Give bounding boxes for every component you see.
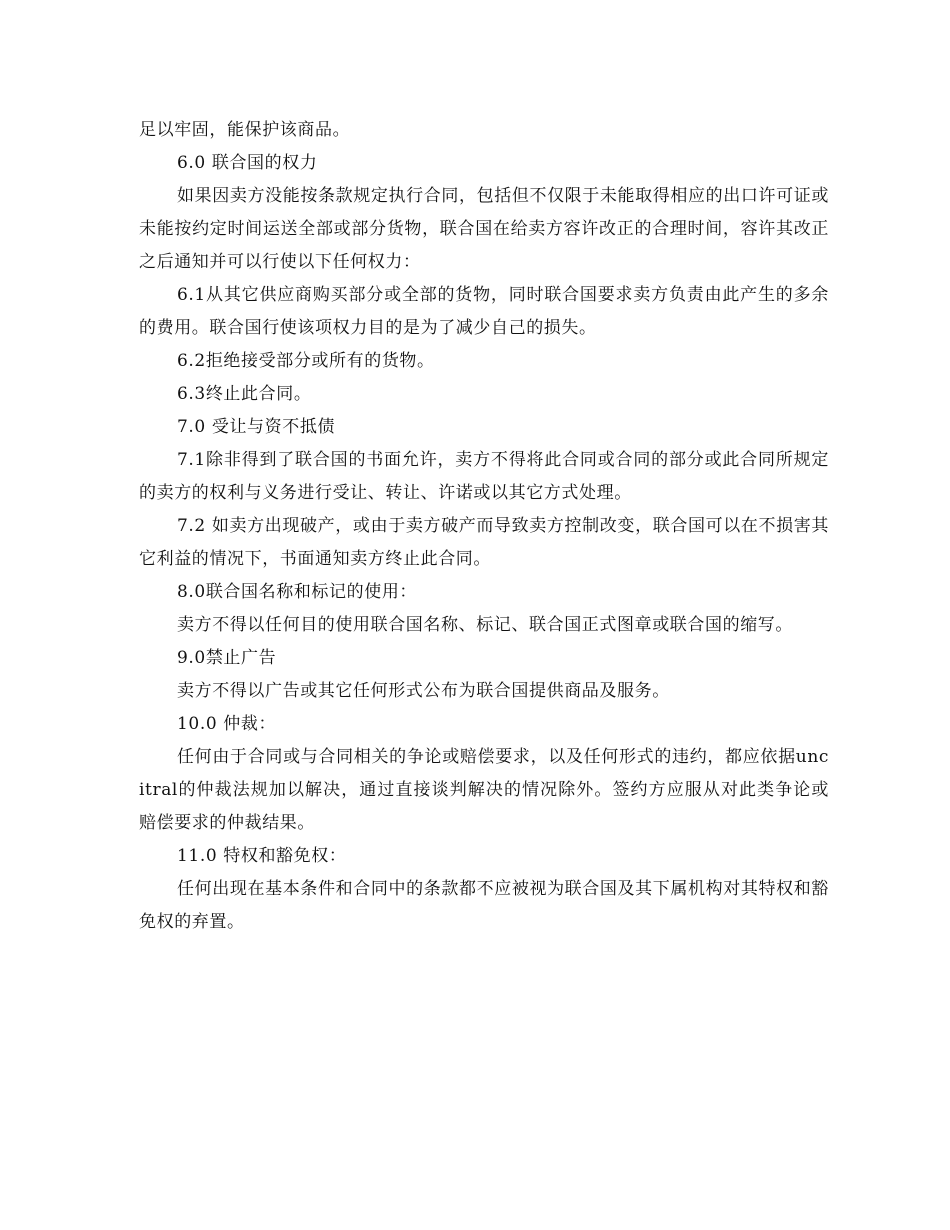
heading-section-7: 7.0 受让与资不抵债 (177, 417, 336, 437)
paragraph-section-6-intro: 如果因卖方没能按条款规定执行合同，包括但不仅限于未能取得相应的出口许可证或未能按约定时间运送全部或部分货物，联合国在给卖方容许改正的合理时间，容许其改正之后通知并可以行使以下任何权力： (139, 186, 829, 272)
heading-section-10: 10.0 仲裁： (177, 714, 277, 734)
paragraph-clause-7-1: 7.1除非得到了联合国的书面允许，卖方不得将此合同或合同的部分或此合同所规定的卖方的权利与义务进行受让、转让、许诺或以其它方式处理。 (139, 450, 829, 503)
heading-section-9: 9.0禁止广告 (177, 648, 277, 668)
document-body (139, 114, 829, 939)
paragraph-clause-6-1: 6.1从其它供应商购买部分或全部的货物，同时联合国要求卖方负责由此产生的多余的费用。联合国行使该项权力目的是为了减少自己的损失。 (139, 285, 829, 338)
paragraph-section-10: 任何由于合同或与合同相关的争论或赔偿要求，以及任何形式的违约，都应依据uncitral的仲裁法规加以解决，通过直接谈判解决的情况除外。签约方应服从对此类争论或赔偿要求的仲裁结果。 (139, 747, 829, 833)
paragraph-section-11: 任何出现在基本条件和合同中的条款都不应被视为联合国及其下属机构对其特权和豁免权的弃置。 (139, 879, 829, 932)
paragraph-clause-7-2: 7.2 如卖方出现破产，或由于卖方破产而导致卖方控制改变，联合国可以在不损害其它利益的情况下，书面通知卖方终止此合同。 (139, 516, 829, 569)
heading-section-11: 11.0 特权和豁免权： (177, 846, 347, 866)
paragraph-clause-6-2: 6.2拒绝接受部分或所有的货物。 (177, 351, 435, 371)
heading-section-6: 6.0 联合国的权力 (177, 153, 318, 173)
paragraph-continuation: 足以牢固，能保护该商品。 (139, 120, 351, 140)
paragraph-section-9: 卖方不得以广告或其它任何形式公布为联合国提供商品及服务。 (177, 681, 670, 701)
paragraph-clause-6-3: 6.3终止此合同。 (177, 384, 312, 404)
paragraph-section-8: 卖方不得以任何目的使用联合国名称、标记、联合国正式图章或联合国的缩写。 (177, 615, 793, 635)
heading-section-8: 8.0联合国名称和标记的使用： (177, 582, 418, 602)
